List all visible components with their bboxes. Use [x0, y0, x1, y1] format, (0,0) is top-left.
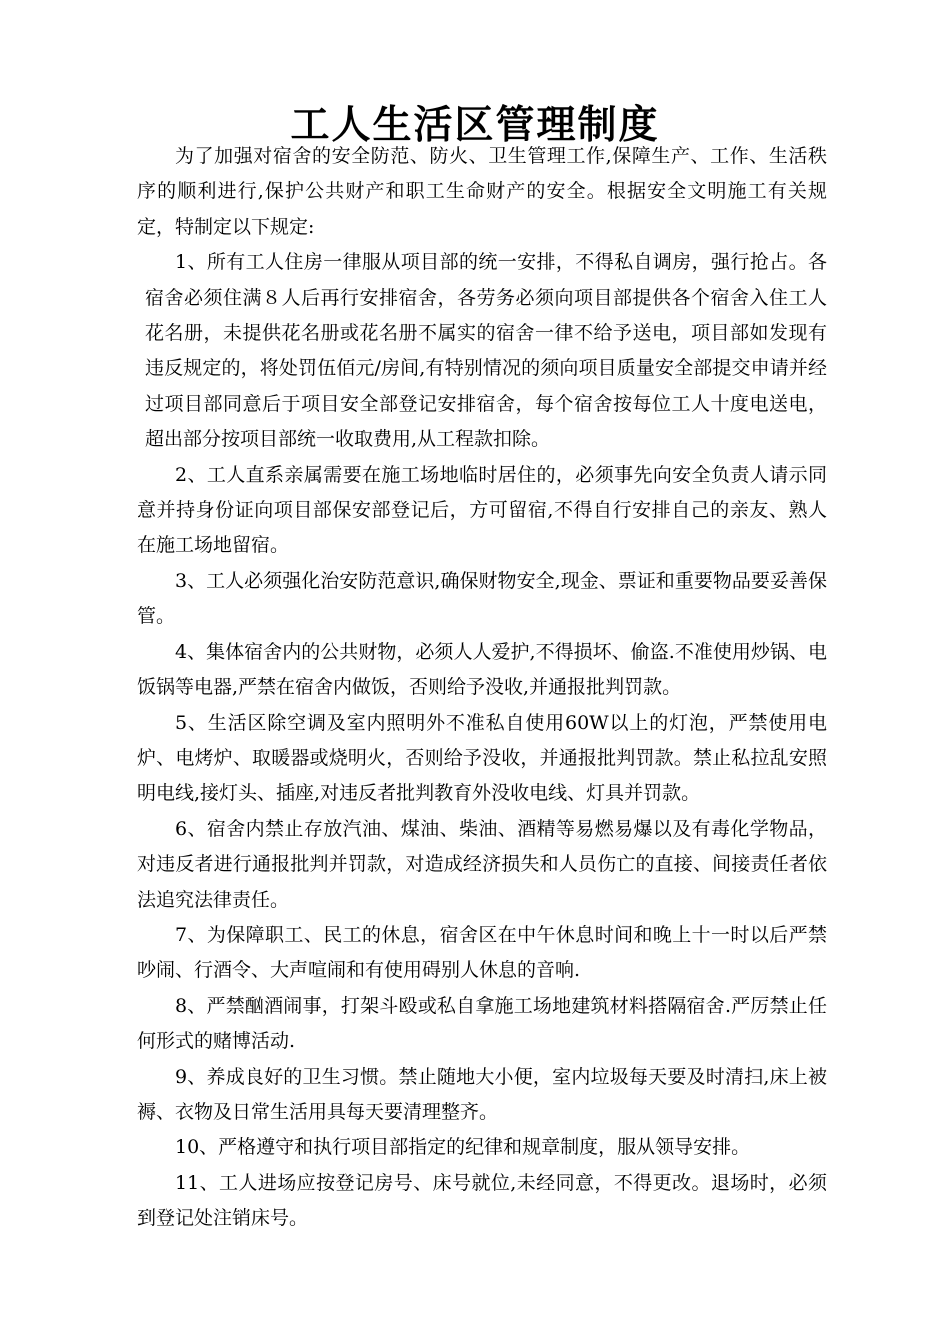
rule-6-paragraph: 6、宿舍内禁止存放汽油、煤油、柴油、酒精等易燃易爆以及有毒化学物品，对违反者进行通报批判并罚款，对造成经济损失和人员伤亡的直接、间接责任者依法追究法律责任。	[137, 817, 827, 911]
rule-4-paragraph: 4、集体宿舍内的公共财物，必须人人爱护,不得损坏、偷盗.不准使用炒锅、电饭锅等电器,严禁在宿舍内做饭，否则给予没收,并通报批判罚款。	[137, 640, 827, 699]
rule-11-paragraph: 11、工人进场应按登记房号、床号就位,未经同意，不得更改。退场时，必须到登记处注销床号。	[137, 1171, 827, 1230]
rule-7-paragraph: 7、为保障职工、民工的休息，宿舍区在中午休息时间和晚上十一时以后严禁吵闹、行酒令、大声喧闹和有使用碍别人休息的音响.	[137, 923, 827, 982]
rule-1-paragraph: 1、所有工人住房一律服从项目部的统一安排，不得私自调房，强行抢占。各宿舍必须住满８人后再行安排宿舍，各劳务必须向项目部提供各个宿舍入住工人花名册，未提供花名册或花名册不属实的宿舍一律不给予送电，项目部如发现有违反规定的，将处罚伍佰元/房间,有特别情况的须向项目质量安全部提交申请并经过项目部同意后于项目安全部登记安排宿舍，每个宿舍按每位工人十度电送电，超出部分按项目部统一收取费用,从工程款扣除。	[145, 251, 827, 451]
rule-5-paragraph: 5、生活区除空调及室内照明外不准私自使用60W以上的灯泡，严禁使用电炉、电烤炉、取暖器或烧明火，否则给予没收，并通报批判罚款。禁止私拉乱安照明电线,接灯头、插座,对违反者批判教育外没收电线、灯具并罚款。	[137, 711, 827, 805]
document-body	[137, 139, 827, 1237]
document-title: 工人生活区管理制度	[290, 103, 660, 149]
rule-2-paragraph: 2、工人直系亲属需要在施工场地临时居住的，必须事先向安全负责人请示同意并持身份证向项目部保安部登记后，方可留宿,不得自行安排自己的亲友、熟人在施工场地留宿。	[137, 463, 827, 557]
rule-3-paragraph: 3、工人必须强化治安防范意识,确保财物安全,现金、票证和重要物品要妥善保管。	[137, 569, 827, 628]
rule-8-paragraph: 8、严禁酗酒闹事，打架斗殴或私自拿施工场地建筑材料搭隔宿舍.严厉禁止任何形式的赌博活动.	[137, 994, 827, 1053]
rule-9-paragraph: 9、养成良好的卫生习惯。禁止随地大小便，室内垃圾每天要及时清扫,床上被褥、衣物及日常生活用具每天要清理整齐。	[137, 1065, 827, 1123]
rule-10-paragraph: 10、严格遵守和执行项目部指定的纪律和规章制度，服从领导安排。	[175, 1136, 751, 1159]
intro-paragraph: 为了加强对宿舍的安全防范、防火、卫生管理工作,保障生产、工作、生活秩序的顺利进行,保护公共财产和职工生命财产的安全。根据安全文明施工有关规定，特制定以下规定:	[137, 145, 827, 238]
